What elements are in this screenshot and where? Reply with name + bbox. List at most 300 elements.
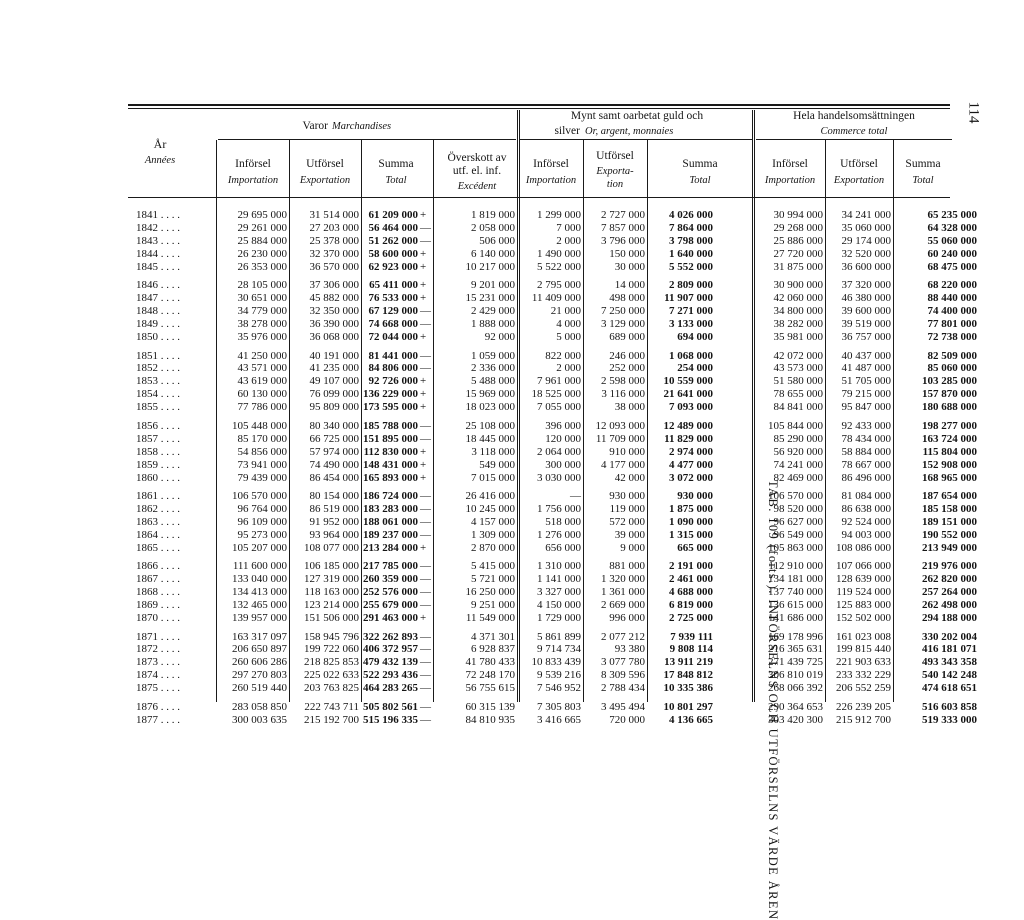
varor-group-rule <box>218 139 516 140</box>
cell-varor-summa: 322 262 893 <box>363 630 418 643</box>
cell-varor-summa: 186 724 000 <box>363 490 418 502</box>
cell-sign: — <box>420 349 431 362</box>
cell-mynt-utforsel: 7 857 000 <box>601 221 645 234</box>
cell-hela-utforsel: 233 332 229 <box>836 669 891 682</box>
cell-mynt-inforsel: 1 729 000 <box>537 612 581 625</box>
cell-mynt-utforsel: 2 788 434 <box>601 682 645 695</box>
cell-hela-utforsel: 58 884 000 <box>841 445 891 458</box>
cell-varor-utforsel: 93 964 000 <box>309 528 359 541</box>
cell-mynt-utforsel: 2 727 000 <box>601 209 645 221</box>
cell-varor-summa: 260 359 000 <box>363 573 418 586</box>
header-rule <box>128 197 950 198</box>
col-summa: Summa <box>378 158 414 170</box>
cell-varor-utforsel: 49 107 000 <box>309 375 359 388</box>
cell-sign: + <box>420 209 427 221</box>
cell-year: 1877 . . . . <box>136 713 180 726</box>
cell-overskott: 41 780 433 <box>465 656 515 669</box>
col-rule <box>893 140 894 702</box>
cell-varor-utforsel: 86 454 000 <box>309 471 359 484</box>
cell-sign: — <box>420 713 431 726</box>
cell-hela-summa: 65 235 000 <box>927 209 977 221</box>
cell-hela-utforsel: 40 437 000 <box>841 349 891 362</box>
col-mynt-utforsel: Utförsel <box>596 150 634 162</box>
cell-hela-inforsel: 98 520 000 <box>773 502 823 515</box>
cell-hela-utforsel: 95 847 000 <box>841 401 891 414</box>
cell-overskott: 1 309 000 <box>471 528 515 541</box>
cell-hela-summa: 72 738 000 <box>927 331 977 344</box>
cell-year: 1871 . . . . <box>136 630 180 643</box>
header-mynt-line2b: Or, argent, monnaies <box>585 126 674 137</box>
cell-year: 1872 . . . . <box>136 643 180 656</box>
cell-hela-inforsel: 38 282 000 <box>773 318 823 331</box>
cell-year: 1857 . . . . <box>136 432 180 445</box>
cell-year: 1869 . . . . <box>136 599 180 612</box>
cell-hela-utforsel: 221 903 633 <box>836 656 891 669</box>
cell-hela-inforsel: 96 627 000 <box>773 515 823 528</box>
cell-varor-summa: 148 431 000 <box>363 458 418 471</box>
cell-mynt-inforsel: 2 064 000 <box>537 445 581 458</box>
cell-sign: + <box>420 260 427 273</box>
cell-varor-inforsel: 300 003 635 <box>232 713 287 726</box>
table-caption: TAB. 109 (forts.). INFÖRSELNS OCH UTFÖRSELNS VÄRDE ÅREN <box>766 480 780 920</box>
col-inforsel-fr: Importation <box>227 175 279 186</box>
cell-varor-summa: 74 668 000 <box>368 318 418 331</box>
cell-year: 1844 . . . . <box>136 247 180 260</box>
col-rule <box>289 140 290 702</box>
cell-overskott: 10 217 000 <box>465 260 515 273</box>
cell-year: 1845 . . . . <box>136 260 180 273</box>
top-rule <box>128 104 950 106</box>
cell-mynt-summa: 7 864 000 <box>669 221 713 234</box>
cell-mynt-summa: 2 809 000 <box>669 279 713 292</box>
cell-mynt-utforsel: 38 000 <box>614 401 645 414</box>
cell-varor-summa: 58 600 000 <box>368 247 418 260</box>
cell-varor-inforsel: 38 278 000 <box>237 318 287 331</box>
col-utforsel-fr: Exportation <box>299 175 351 186</box>
cell-mynt-inforsel: 9 714 734 <box>537 643 581 656</box>
cell-hela-inforsel: 42 060 000 <box>773 292 823 305</box>
cell-year: 1861 . . . . <box>136 490 180 502</box>
cell-varor-inforsel: 132 465 000 <box>232 599 287 612</box>
cell-year: 1873 . . . . <box>136 656 180 669</box>
col-overskott: Överskott av <box>447 152 507 164</box>
col-utforsel: Utförsel <box>306 158 344 170</box>
cell-varor-summa: 136 229 000 <box>363 388 418 401</box>
cell-overskott: 60 315 139 <box>465 700 515 713</box>
cell-hela-inforsel: 106 570 000 <box>768 490 823 502</box>
cell-sign: + <box>420 247 427 260</box>
cell-mynt-summa: 10 801 297 <box>663 700 713 713</box>
cell-hela-utforsel: 108 086 000 <box>836 541 891 554</box>
cell-varor-inforsel: 105 207 000 <box>232 541 287 554</box>
cell-mynt-summa: 4 688 000 <box>669 586 713 599</box>
cell-mynt-inforsel: 3 416 665 <box>537 713 581 726</box>
cell-hela-summa: 74 400 000 <box>927 305 977 318</box>
cell-hela-summa: 493 343 358 <box>922 656 977 669</box>
cell-varor-summa: 188 061 000 <box>363 515 418 528</box>
cell-mynt-utforsel: 1 361 000 <box>601 586 645 599</box>
cell-varor-inforsel: 43 571 000 <box>237 362 287 375</box>
cell-hela-utforsel: 152 502 000 <box>836 612 891 625</box>
cell-hela-utforsel: 39 519 000 <box>841 318 891 331</box>
cell-mynt-utforsel: 4 177 000 <box>601 458 645 471</box>
cell-varor-inforsel: 41 250 000 <box>237 349 287 362</box>
cell-mynt-utforsel: 881 000 <box>609 560 645 573</box>
cell-varor-summa: 252 576 000 <box>363 586 418 599</box>
page-number: 114 <box>965 101 982 124</box>
cell-mynt-inforsel: 9 539 216 <box>537 669 581 682</box>
cell-mynt-utforsel: 572 000 <box>609 515 645 528</box>
cell-varor-inforsel: 96 109 000 <box>237 515 287 528</box>
cell-sign: — <box>420 586 431 599</box>
cell-hela-summa: 103 285 000 <box>922 375 977 388</box>
header-varor-fr: Marchandises <box>332 121 392 132</box>
cell-overskott: 84 810 935 <box>465 713 515 726</box>
col-mynt-summa-fr: Total <box>689 175 711 186</box>
col-inforsel: Införsel <box>235 158 271 170</box>
cell-hela-utforsel: 215 912 700 <box>836 713 891 726</box>
cell-hela-inforsel: 96 549 000 <box>773 528 823 541</box>
cell-hela-inforsel: 136 615 000 <box>768 599 823 612</box>
cell-year: 1855 . . . . <box>136 401 180 414</box>
cell-year: 1876 . . . . <box>136 700 180 713</box>
cell-varor-utforsel: 225 022 633 <box>304 669 359 682</box>
cell-hela-utforsel: 41 487 000 <box>841 362 891 375</box>
cell-varor-inforsel: 163 317 097 <box>232 630 287 643</box>
cell-varor-inforsel: 79 439 000 <box>237 471 287 484</box>
cell-hela-summa: 60 240 000 <box>927 247 977 260</box>
cell-varor-inforsel: 77 786 000 <box>237 401 287 414</box>
cell-varor-utforsel: 80 340 000 <box>309 419 359 432</box>
cell-varor-summa: 217 785 000 <box>363 560 418 573</box>
cell-hela-inforsel: 51 580 000 <box>773 375 823 388</box>
cell-year: 1848 . . . . <box>136 305 180 318</box>
cell-varor-utforsel: 27 203 000 <box>309 221 359 234</box>
col-mynt-inforsel: Införsel <box>533 158 569 170</box>
col-hela-summa: Summa <box>905 158 941 170</box>
cell-varor-summa: 189 237 000 <box>363 528 418 541</box>
cell-mynt-inforsel: 120 000 <box>545 432 581 445</box>
cell-hela-inforsel: 82 469 000 <box>773 471 823 484</box>
cell-mynt-summa: 1 315 000 <box>669 528 713 541</box>
col-hela-inforsel-fr: Importation <box>764 175 816 186</box>
cell-varor-utforsel: 25 378 000 <box>309 234 359 247</box>
cell-mynt-utforsel: 246 000 <box>609 349 645 362</box>
cell-varor-summa: 81 441 000 <box>368 349 418 362</box>
cell-hela-utforsel: 46 380 000 <box>841 292 891 305</box>
cell-mynt-utforsel: 3 495 494 <box>601 700 645 713</box>
cell-varor-summa: 406 372 957 <box>363 643 418 656</box>
cell-varor-inforsel: 35 976 000 <box>237 331 287 344</box>
cell-mynt-inforsel: 4 150 000 <box>537 599 581 612</box>
cell-hela-summa: 213 949 000 <box>922 541 977 554</box>
cell-mynt-utforsel: 30 000 <box>614 260 645 273</box>
cell-varor-summa: 522 293 436 <box>363 669 418 682</box>
cell-year: 1856 . . . . <box>136 419 180 432</box>
cell-mynt-summa: 665 000 <box>677 541 713 554</box>
cell-mynt-summa: 2 974 000 <box>669 445 713 458</box>
cell-year: 1868 . . . . <box>136 586 180 599</box>
cell-varor-inforsel: 73 941 000 <box>237 458 287 471</box>
cell-varor-summa: 92 726 000 <box>368 375 418 388</box>
header-varor: Varor <box>302 120 328 132</box>
cell-sign: + <box>420 541 427 554</box>
cell-sign: + <box>420 292 427 305</box>
cell-sign: — <box>420 234 431 247</box>
col-rule <box>361 140 362 702</box>
cell-sign: — <box>420 221 431 234</box>
cell-sign: + <box>420 388 427 401</box>
cell-hela-utforsel: 94 003 000 <box>841 528 891 541</box>
top-rule-thin <box>128 108 950 109</box>
cell-varor-utforsel: 158 945 796 <box>304 630 359 643</box>
cell-varor-summa: 65 411 000 <box>369 279 418 292</box>
cell-overskott: 10 245 000 <box>465 502 515 515</box>
cell-sign: — <box>420 643 431 656</box>
header-year-fr: Années <box>144 155 176 166</box>
cell-mynt-utforsel: 1 320 000 <box>601 573 645 586</box>
cell-hela-utforsel: 92 433 000 <box>841 419 891 432</box>
cell-mynt-utforsel: 3 116 000 <box>601 388 645 401</box>
cell-hela-inforsel: 169 178 996 <box>768 630 823 643</box>
cell-mynt-inforsel: 2 000 <box>556 362 581 375</box>
cell-hela-summa: 219 976 000 <box>922 560 977 573</box>
cell-varor-summa: 165 893 000 <box>363 471 418 484</box>
cell-mynt-summa: 7 093 000 <box>669 401 713 414</box>
cell-year: 1843 . . . . <box>136 234 180 247</box>
cell-varor-utforsel: 57 974 000 <box>309 445 359 458</box>
cell-hela-inforsel: 268 066 392 <box>768 682 823 695</box>
cell-hela-utforsel: 226 239 205 <box>836 700 891 713</box>
cell-hela-summa: 330 202 004 <box>922 630 977 643</box>
col-rule-double <box>519 110 520 702</box>
cell-mynt-inforsel: 4 000 <box>556 318 581 331</box>
cell-mynt-utforsel: 252 000 <box>609 362 645 375</box>
cell-mynt-utforsel: 3 796 000 <box>601 234 645 247</box>
hela-group-rule <box>756 139 952 140</box>
cell-mynt-inforsel: — <box>570 490 581 502</box>
cell-mynt-inforsel: 518 000 <box>545 515 581 528</box>
cell-hela-summa: 55 060 000 <box>927 234 977 247</box>
cell-mynt-summa: 4 477 000 <box>669 458 713 471</box>
cell-varor-utforsel: 32 350 000 <box>309 305 359 318</box>
cell-overskott: 18 445 000 <box>465 432 515 445</box>
cell-mynt-utforsel: 689 000 <box>609 331 645 344</box>
cell-varor-summa: 291 463 000 <box>363 612 418 625</box>
cell-year: 1846 . . . . <box>136 279 180 292</box>
cell-overskott: 7 015 000 <box>471 471 515 484</box>
cell-hela-summa: 519 333 000 <box>922 713 977 726</box>
cell-varor-inforsel: 96 764 000 <box>237 502 287 515</box>
cell-varor-inforsel: 26 230 000 <box>237 247 287 260</box>
cell-sign: + <box>420 445 427 458</box>
cell-mynt-inforsel: 1 310 000 <box>537 560 581 573</box>
cell-mynt-inforsel: 11 409 000 <box>531 292 581 305</box>
cell-varor-inforsel: 111 600 000 <box>232 560 287 573</box>
cell-hela-utforsel: 29 174 000 <box>841 234 891 247</box>
cell-hela-summa: 474 618 651 <box>922 682 977 695</box>
cell-sign: + <box>420 279 427 292</box>
col-mynt-utforsel-fr2: tion <box>606 179 624 190</box>
col-rule <box>433 140 434 702</box>
cell-mynt-utforsel: 39 000 <box>614 528 645 541</box>
cell-mynt-inforsel: 5 000 <box>556 331 581 344</box>
cell-hela-utforsel: 37 320 000 <box>841 279 891 292</box>
cell-mynt-summa: 1 068 000 <box>669 349 713 362</box>
cell-mynt-summa: 4 026 000 <box>669 209 713 221</box>
cell-sign: — <box>420 682 431 695</box>
cell-sign: — <box>420 700 431 713</box>
cell-overskott: 6 140 000 <box>471 247 515 260</box>
cell-year: 1842 . . . . <box>136 221 180 234</box>
col-overskott-fr: Excédent <box>457 181 497 192</box>
cell-mynt-inforsel: 18 525 000 <box>531 388 581 401</box>
cell-mynt-summa: 4 136 665 <box>669 713 713 726</box>
cell-hela-inforsel: 303 420 300 <box>768 713 823 726</box>
cell-year: 1864 . . . . <box>136 528 180 541</box>
cell-mynt-utforsel: 996 000 <box>609 612 645 625</box>
cell-mynt-utforsel: 930 000 <box>609 490 645 502</box>
header-hela: Hela handelsomsättningen <box>793 110 915 122</box>
cell-varor-summa: 464 283 265 <box>363 682 418 695</box>
cell-varor-utforsel: 91 952 000 <box>309 515 359 528</box>
cell-overskott: 2 870 000 <box>471 541 515 554</box>
cell-mynt-utforsel: 14 000 <box>614 279 645 292</box>
cell-mynt-summa: 7 939 111 <box>670 630 713 643</box>
col-overskott-2: utf. el. inf. <box>452 165 502 177</box>
cell-mynt-summa: 694 000 <box>677 331 713 344</box>
cell-year: 1863 . . . . <box>136 515 180 528</box>
cell-varor-utforsel: 222 743 711 <box>304 700 359 713</box>
cell-mynt-summa: 11 907 000 <box>664 292 713 305</box>
cell-mynt-utforsel: 42 000 <box>614 471 645 484</box>
cell-sign: — <box>420 502 431 515</box>
col-hela-inforsel: Införsel <box>772 158 808 170</box>
cell-overskott: 5 488 000 <box>471 375 515 388</box>
cell-hela-utforsel: 125 883 000 <box>836 599 891 612</box>
cell-varor-inforsel: 28 105 000 <box>237 279 287 292</box>
cell-varor-inforsel: 133 040 000 <box>232 573 287 586</box>
cell-hela-inforsel: 56 920 000 <box>773 445 823 458</box>
col-rule <box>647 140 648 702</box>
cell-hela-summa: 262 820 000 <box>922 573 977 586</box>
cell-varor-utforsel: 80 154 000 <box>309 490 359 502</box>
cell-mynt-summa: 11 829 000 <box>664 432 713 445</box>
cell-mynt-summa: 1 090 000 <box>669 515 713 528</box>
cell-year: 1850 . . . . <box>136 331 180 344</box>
cell-hela-summa: 262 498 000 <box>922 599 977 612</box>
cell-hela-utforsel: 86 638 000 <box>841 502 891 515</box>
cell-mynt-summa: 13 911 219 <box>664 656 713 669</box>
cell-sign: — <box>420 362 431 375</box>
cell-varor-summa: 479 432 139 <box>363 656 418 669</box>
cell-mynt-inforsel: 1 276 000 <box>537 528 581 541</box>
cell-mynt-inforsel: 300 000 <box>545 458 581 471</box>
cell-hela-utforsel: 36 757 000 <box>841 331 891 344</box>
cell-mynt-inforsel: 7 055 000 <box>537 401 581 414</box>
cell-hela-utforsel: 86 496 000 <box>841 471 891 484</box>
cell-mynt-summa: 3 133 000 <box>669 318 713 331</box>
cell-mynt-inforsel: 3 030 000 <box>537 471 581 484</box>
cell-hela-inforsel: 29 268 000 <box>773 221 823 234</box>
cell-sign: — <box>420 630 431 643</box>
cell-overskott: 2 429 000 <box>471 305 515 318</box>
cell-mynt-inforsel: 7 000 <box>556 221 581 234</box>
cell-mynt-summa: 21 641 000 <box>663 388 713 401</box>
cell-varor-summa: 213 284 000 <box>363 541 418 554</box>
cell-varor-inforsel: 30 651 000 <box>237 292 287 305</box>
cell-overskott: 92 000 <box>484 331 515 344</box>
cell-hela-inforsel: 141 686 000 <box>768 612 823 625</box>
cell-sign: + <box>420 375 427 388</box>
cell-varor-utforsel: 76 099 000 <box>309 388 359 401</box>
cell-hela-summa: 85 060 000 <box>927 362 977 375</box>
cell-varor-utforsel: 95 809 000 <box>309 401 359 414</box>
cell-varor-inforsel: 206 650 897 <box>232 643 287 656</box>
cell-mynt-summa: 10 559 000 <box>663 375 713 388</box>
cell-varor-inforsel: 54 856 000 <box>237 445 287 458</box>
cell-sign: — <box>420 318 431 331</box>
col-rule-double <box>754 110 755 702</box>
cell-hela-inforsel: 25 886 000 <box>773 234 823 247</box>
cell-sign: + <box>420 612 427 625</box>
cell-varor-utforsel: 40 191 000 <box>309 349 359 362</box>
cell-mynt-inforsel: 7 546 952 <box>537 682 581 695</box>
cell-mynt-utforsel: 2 669 000 <box>601 599 645 612</box>
cell-varor-utforsel: 151 506 000 <box>304 612 359 625</box>
cell-hela-inforsel: 84 841 000 <box>773 401 823 414</box>
cell-varor-inforsel: 139 957 000 <box>232 612 287 625</box>
cell-overskott: 4 157 000 <box>471 515 515 528</box>
cell-varor-utforsel: 86 519 000 <box>309 502 359 515</box>
cell-varor-utforsel: 74 490 000 <box>309 458 359 471</box>
cell-hela-inforsel: 34 800 000 <box>773 305 823 318</box>
cell-mynt-utforsel: 12 093 000 <box>595 419 645 432</box>
cell-hela-inforsel: 105 863 000 <box>768 541 823 554</box>
cell-varor-utforsel: 218 825 853 <box>304 656 359 669</box>
cell-varor-utforsel: 127 319 000 <box>304 573 359 586</box>
cell-hela-utforsel: 161 023 008 <box>836 630 891 643</box>
mynt-group-rule <box>520 139 752 140</box>
cell-overskott: 15 231 000 <box>465 292 515 305</box>
cell-overskott: 506 000 <box>479 234 515 247</box>
cell-varor-utforsel: 123 214 000 <box>304 599 359 612</box>
cell-varor-utforsel: 36 570 000 <box>309 260 359 273</box>
cell-varor-summa: 185 788 000 <box>363 419 418 432</box>
cell-year: 1849 . . . . <box>136 318 180 331</box>
cell-varor-summa: 151 895 000 <box>363 432 418 445</box>
cell-mynt-utforsel: 3 077 780 <box>601 656 645 669</box>
cell-mynt-utforsel: 910 000 <box>609 445 645 458</box>
cell-hela-summa: 180 688 000 <box>922 401 977 414</box>
cell-hela-inforsel: 105 844 000 <box>768 419 823 432</box>
col-rule <box>583 140 584 702</box>
col-summa-fr: Total <box>385 175 407 186</box>
cell-hela-utforsel: 34 241 000 <box>841 209 891 221</box>
cell-sign: — <box>420 305 431 318</box>
cell-mynt-utforsel: 93 380 <box>614 643 645 656</box>
cell-sign: — <box>420 560 431 573</box>
cell-hela-inforsel: 78 655 000 <box>773 388 823 401</box>
cell-varor-inforsel: 134 413 000 <box>232 586 287 599</box>
cell-varor-summa: 67 129 000 <box>368 305 418 318</box>
cell-mynt-utforsel: 720 000 <box>609 713 645 726</box>
cell-sign: — <box>420 432 431 445</box>
cell-hela-summa: 157 870 000 <box>922 388 977 401</box>
cell-year: 1859 . . . . <box>136 458 180 471</box>
cell-year: 1865 . . . . <box>136 541 180 554</box>
cell-hela-inforsel: 30 900 000 <box>773 279 823 292</box>
